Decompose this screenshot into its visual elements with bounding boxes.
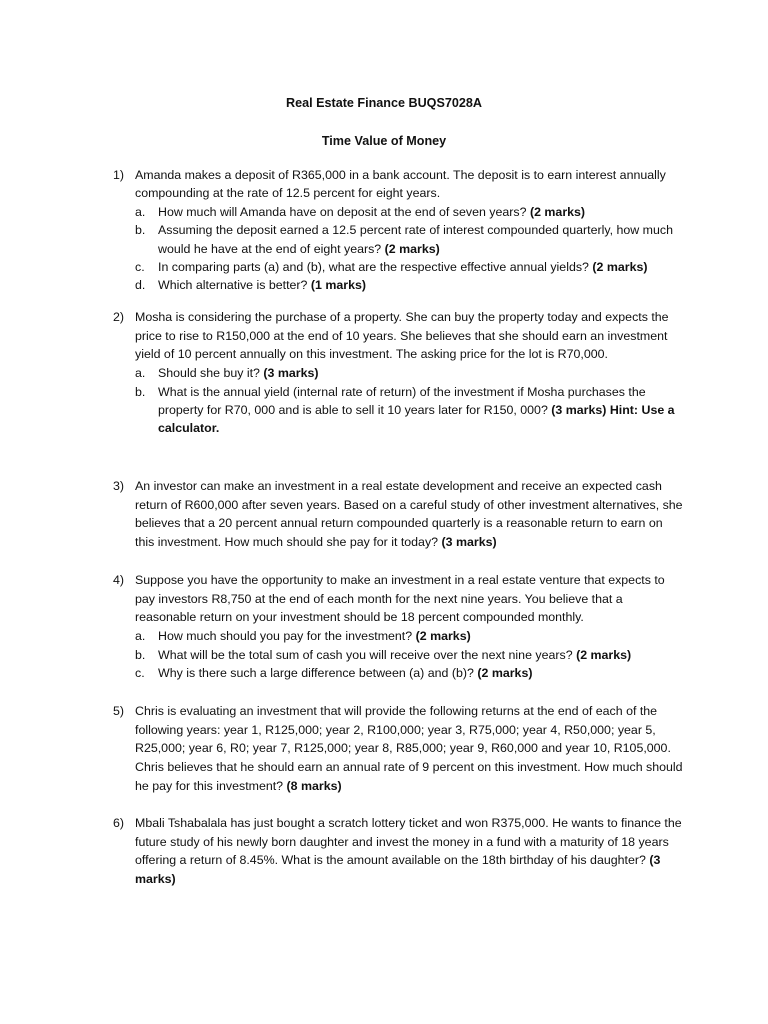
subpart-text: How much will Amanda have on deposit at the end of seven years?: [158, 204, 527, 219]
subpart-marks: (1 marks): [310, 278, 367, 293]
subpart-marks: (2 marks): [576, 647, 632, 662]
subpart-marks: (3 marks): [263, 366, 319, 381]
subpart-marks: (2 marks): [477, 665, 533, 680]
question-3: [113, 477, 683, 552]
subpart-marks: (2 marks): [415, 629, 471, 644]
subpart-text: Should she buy it?: [158, 366, 260, 381]
question-marks: (3 marks): [135, 853, 661, 887]
subpart-text: Which alternative is better?: [158, 278, 308, 293]
question-number: 2): [113, 310, 125, 324]
question-text: Mbali Tshabalala has just bought a scratch lottery ticket and won R375,000. He wants to finance the future study of his newly born daughter and invest the money in a fund with a maturity of 18 years offering a return of 8.45%. What is the amount available on the 18th birthday of his daughter?: [135, 816, 682, 868]
question-text: Amanda makes a deposit of R365,000 in a bank account. The deposit is to earn interest annually compounding at the rate of 12.5 percent for eight years.: [135, 168, 666, 201]
question-marks: (8 marks): [286, 778, 342, 793]
subpart-letter: c.: [135, 665, 145, 680]
question-number: 5): [113, 704, 125, 718]
question-number: 6): [113, 816, 125, 830]
question-5: [113, 702, 683, 796]
question-text: Mosha is considering the purchase of a property. She can buy the property today and expects the price to rise to R150,000 at the end of 10 years. She believes that she should earn an investment yield of 10 percent annually on this investment. The asking price for the lot is R70,000.: [135, 310, 669, 362]
subpart: [135, 364, 683, 382]
subpart-letter: a.: [135, 629, 146, 644]
subpart: [135, 276, 683, 294]
question-number: 1): [113, 168, 125, 182]
course-title: Real Estate Finance BUQS7028A: [286, 96, 482, 110]
subpart: [135, 221, 683, 258]
question-4: [113, 571, 683, 682]
question-number: 3): [113, 479, 125, 493]
subpart-text: Why is there such a large difference between (a) and (b)?: [158, 665, 474, 680]
subpart-letter: d.: [135, 278, 146, 293]
subpart-letter: b.: [135, 384, 146, 399]
subpart: [135, 258, 683, 276]
subpart-letter: c.: [135, 260, 145, 275]
topic-title: Time Value of Money: [321, 134, 447, 148]
question-text: Chris is evaluating an investment that will provide the following returns at the end of each of the following years: year 1, R125,000; year 2, R100,000; year 3, R75,000; year 4, R50,000; year 5, R25,000; year 6, R0; year 7, R125,000; year 8, R85,000; year 9, R60,000 and year 10, R105,000. Chris believes that he should earn an annual rate of 9 percent on this investment. How much should he pay for this investment?: [135, 704, 683, 793]
subpart-text: In comparing parts (a) and (b), what are the respective effective annual yields?: [158, 260, 589, 275]
subpart-marks: (2 marks): [529, 204, 586, 219]
subpart-marks: (2 marks): [592, 260, 648, 275]
subpart-marks: (2 marks): [384, 241, 440, 256]
question-6: [113, 814, 683, 889]
subpart-text: Assuming the deposit earned a 12.5 percent rate of interest compounded quarterly, how much would he have at the end of eight years?: [158, 223, 673, 256]
subpart-letter: b.: [135, 647, 146, 662]
subpart-letter: b.: [135, 223, 146, 238]
question-text: Suppose you have the opportunity to make an investment in a real estate venture that expects to pay investors R8,750 at the end of each month for the next nine years. You believe that a reasonable return on your investment should be 18 percent compounded monthly.: [135, 573, 665, 625]
subpart-marks: (3 marks) Hint: Use a calculator.: [158, 402, 675, 436]
subpart-text: How much should you pay for the investment?: [158, 629, 413, 644]
subpart: [135, 627, 683, 645]
question-2: [113, 308, 683, 438]
subpart: [135, 664, 683, 682]
subpart: [135, 383, 683, 438]
subpart-letter: a.: [135, 366, 146, 381]
question-marks: (3 marks): [441, 535, 497, 550]
question-number: 4): [113, 573, 125, 587]
question-1: [113, 166, 683, 295]
subpart: [135, 203, 683, 221]
subpart-text: What is the annual yield (internal rate of return) of the investment if Mosha purchases the property for R70, 000 and is able to sell it 10 years later for R150, 000?: [158, 384, 646, 417]
subpart-text: What will be the total sum of cash you will receive over the next nine years?: [158, 647, 573, 662]
question-text: An investor can make an investment in a real estate development and receive an expected cash return of R600,000 after seven years. Based on a careful study of other investment alternatives, she believes that a 20 percent annual return compounded quarterly is a reasonable return to earn on this investment. How much should she pay for it today?: [135, 479, 683, 550]
subpart: [135, 646, 683, 664]
subpart-letter: a.: [135, 204, 146, 219]
